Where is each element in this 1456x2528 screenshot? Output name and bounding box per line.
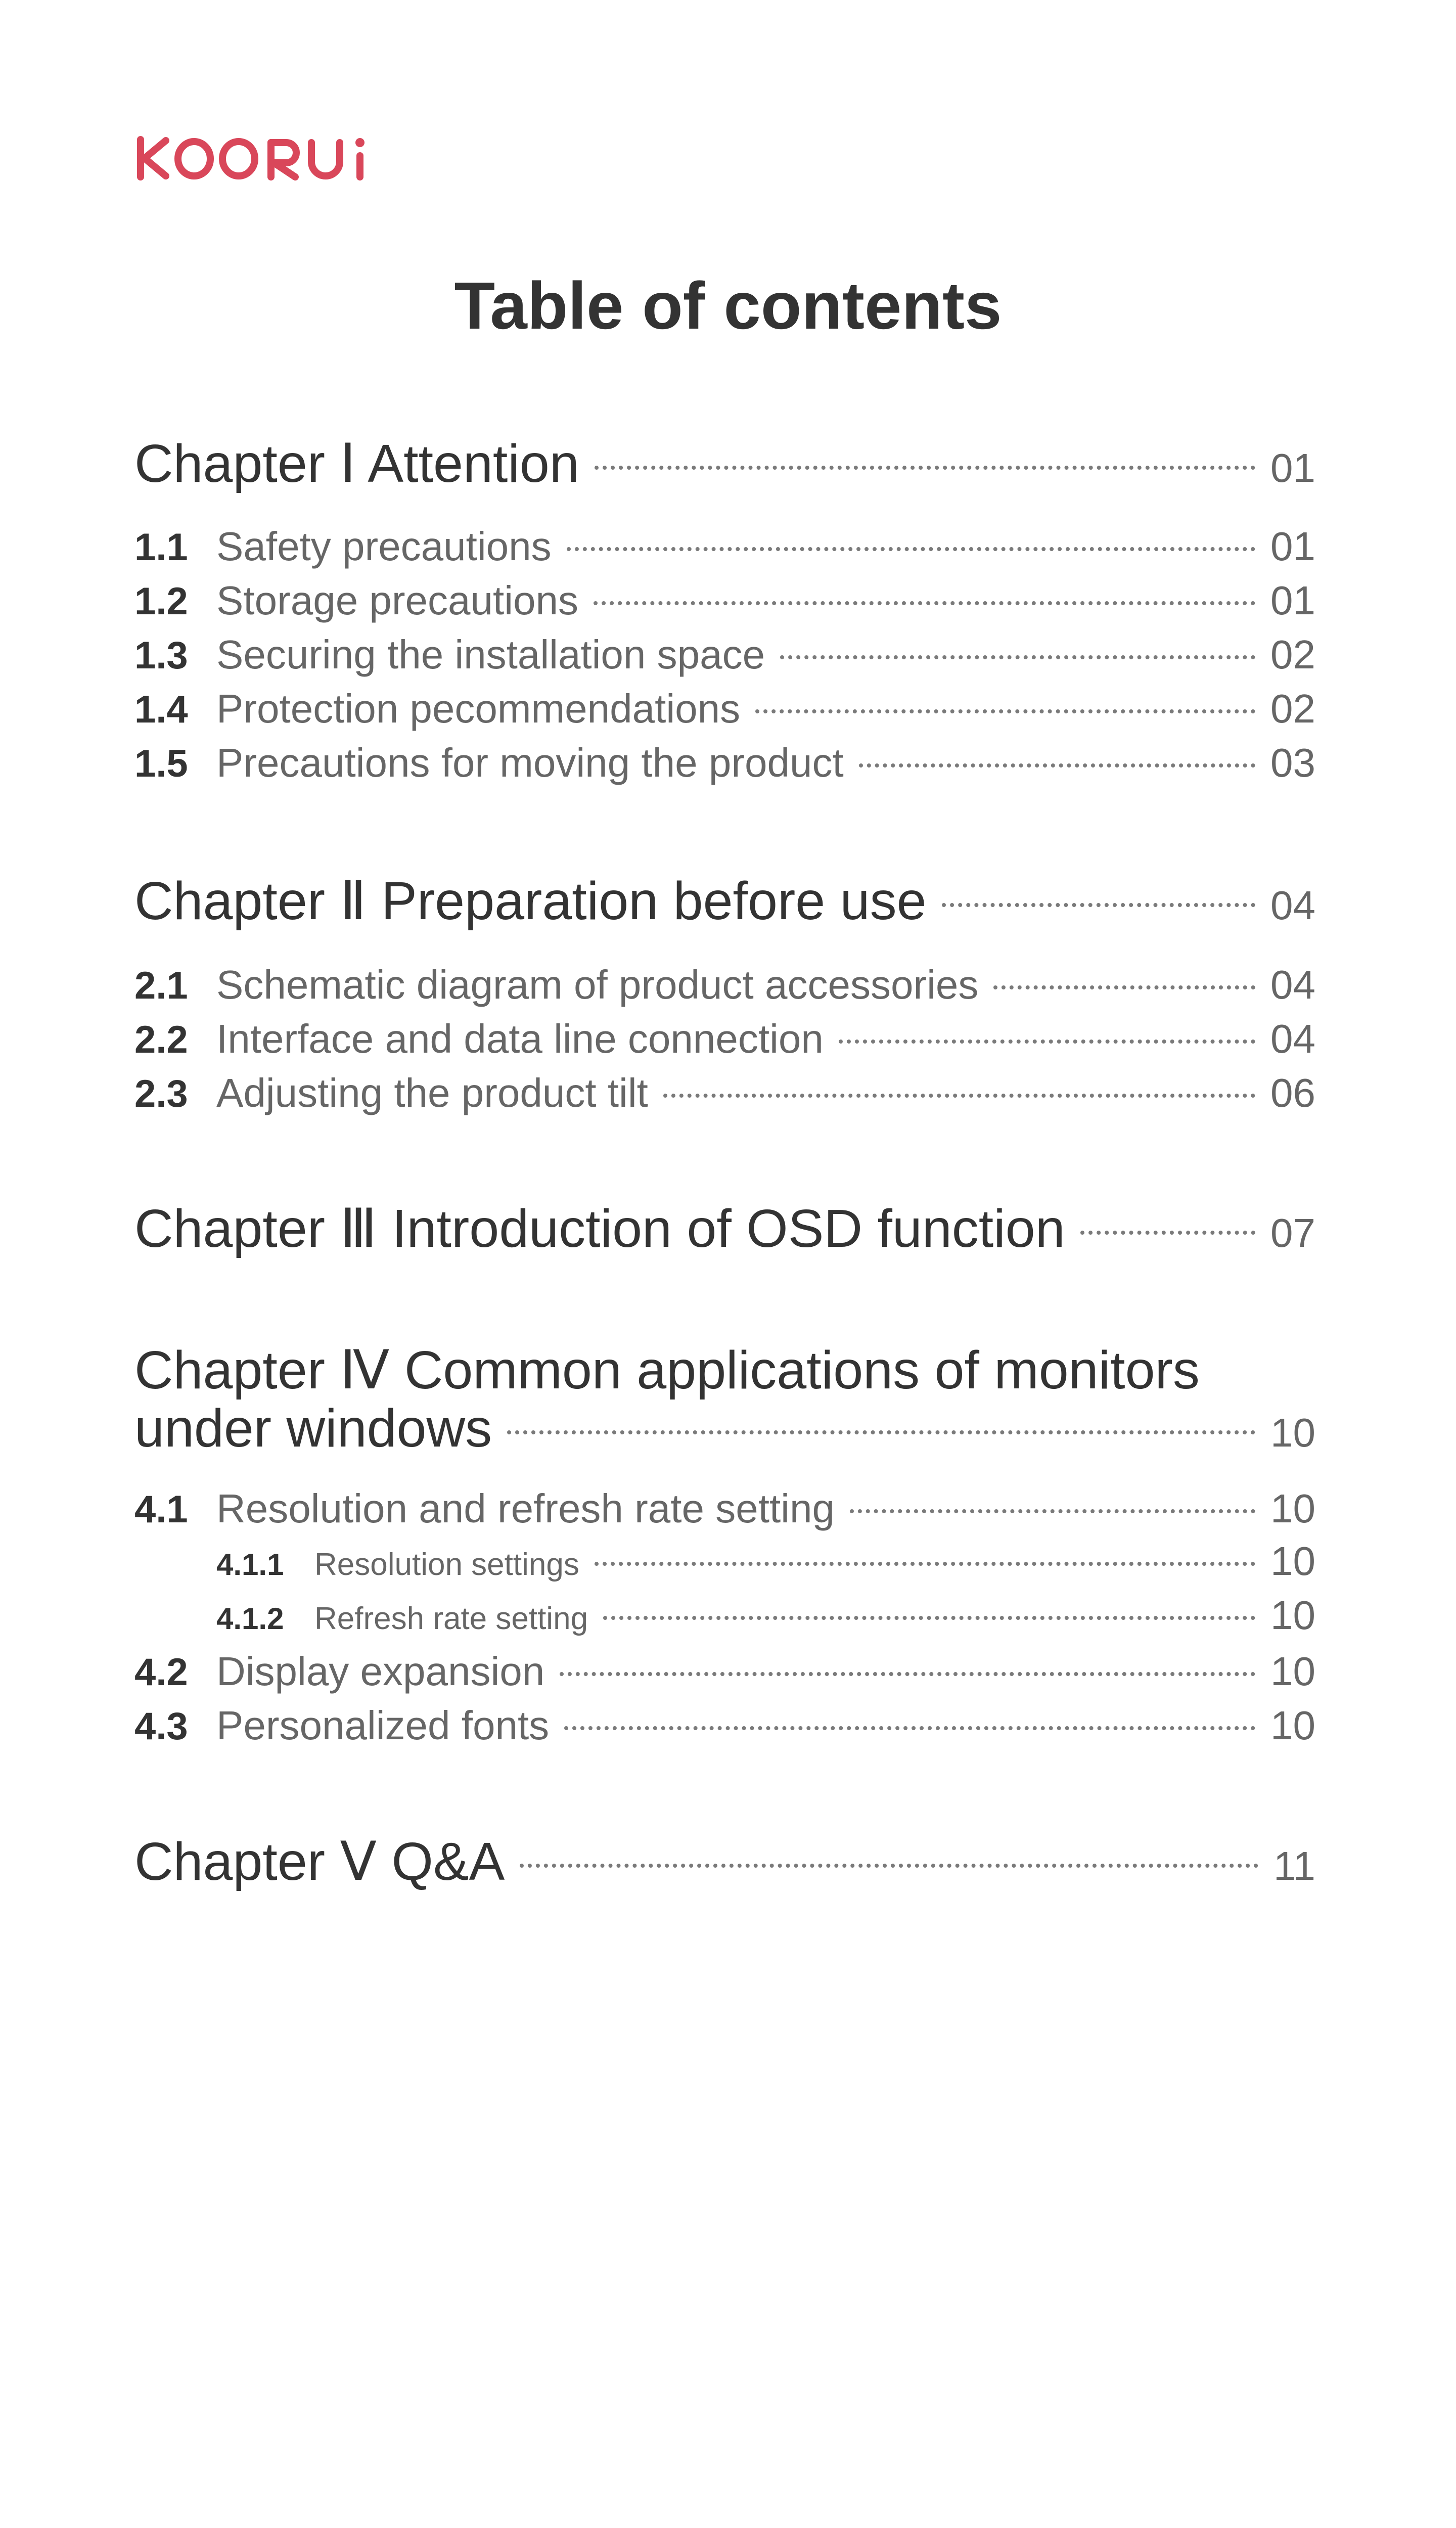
page-number: 10 [1270, 1649, 1315, 1694]
section-title: Adjusting the product tilt [216, 1070, 648, 1115]
page-number: 04 [1270, 1016, 1315, 1061]
page-number: 10 [1270, 1593, 1315, 1638]
page-number: 01 [1270, 524, 1315, 569]
dot-leader [839, 1040, 1255, 1044]
page-number: 10 [1270, 1486, 1315, 1531]
page-number: 01 [1270, 578, 1315, 623]
page-number: 10 [1270, 1410, 1315, 1455]
toc-chapter-5[interactable] [134, 1830, 1315, 1892]
page-number: 04 [1270, 883, 1315, 928]
page-number: 01 [1270, 445, 1315, 490]
section-title: Interface and data line connection [216, 1016, 824, 1061]
section-number: 2.3 [134, 1072, 188, 1115]
dot-leader [564, 1726, 1255, 1730]
toc-section-4-1[interactable] [134, 1485, 1315, 1532]
section-title: Precautions for moving the product [216, 740, 844, 785]
toc-section-1-3[interactable] [134, 631, 1315, 678]
dot-leader [603, 1616, 1255, 1620]
subsection-number: 4.1.2 [216, 1602, 284, 1636]
page-number: 02 [1270, 632, 1315, 677]
section-number: 1.3 [134, 634, 188, 677]
page-number: 07 [1270, 1210, 1315, 1255]
page-number: 02 [1270, 686, 1315, 731]
toc-section-2-1[interactable] [134, 962, 1315, 1008]
dot-leader [560, 1672, 1255, 1676]
brand-logo [134, 136, 382, 181]
section-title: Protection pecommendations [216, 686, 741, 731]
dot-leader [595, 466, 1255, 470]
subsection-title: Refresh rate setting [314, 1601, 588, 1636]
toc-chapter-3[interactable] [134, 1197, 1315, 1259]
dot-leader [663, 1094, 1255, 1098]
dot-leader [780, 655, 1255, 659]
section-number: 4.1 [134, 1488, 188, 1531]
dot-leader [755, 709, 1255, 713]
page-number: 06 [1270, 1070, 1315, 1115]
chapter-title-line-1: Chapter Ⅳ Common applications of monitors [134, 1340, 1200, 1400]
toc-section-1-5[interactable] [134, 740, 1315, 786]
dot-leader [567, 547, 1255, 551]
section-number: 1.5 [134, 742, 188, 785]
section-title: Display expansion [216, 1649, 545, 1694]
dot-leader [594, 601, 1255, 605]
chapter-title: Chapter Ⅰ Attention [134, 434, 579, 493]
section-number: 4.3 [134, 1705, 188, 1748]
section-number: 1.2 [134, 580, 188, 623]
page-number: 04 [1270, 962, 1315, 1007]
section-title: Personalized fonts [216, 1703, 550, 1748]
toc-section-2-2[interactable] [134, 1016, 1315, 1062]
dot-leader [520, 1864, 1258, 1868]
page-number: 03 [1270, 740, 1315, 785]
toc-chapter-4[interactable] [134, 1342, 1315, 1459]
dot-leader [942, 903, 1255, 907]
chapter-title: Chapter Ⅱ Preparation before use [134, 871, 927, 931]
chapter-title-line-2-row [134, 1398, 1315, 1459]
section-number: 4.2 [134, 1651, 188, 1694]
page-title: Table of contents [454, 268, 1002, 343]
section-number: 1.1 [134, 526, 188, 569]
chapter-title-line-2: under windows [134, 1398, 492, 1458]
dot-leader [850, 1509, 1255, 1513]
chapter-title: Chapter Ⅴ Q&A [134, 1832, 505, 1891]
section-number: 2.2 [134, 1018, 188, 1061]
dot-leader [993, 985, 1255, 989]
toc-subsection-4-1-2[interactable] [216, 1592, 1315, 1639]
toc-section-1-1[interactable] [134, 523, 1315, 570]
section-title: Securing the installation space [216, 632, 765, 677]
dot-leader [859, 763, 1255, 768]
toc-section-2-3[interactable] [134, 1070, 1315, 1116]
section-number: 2.1 [134, 964, 188, 1007]
toc-section-1-2[interactable] [134, 577, 1315, 624]
toc-subsection-4-1-1[interactable] [216, 1538, 1315, 1585]
page-number: 10 [1270, 1539, 1315, 1584]
dot-leader [1080, 1231, 1255, 1235]
toc-section-4-2[interactable] [134, 1648, 1315, 1695]
toc-chapter-1[interactable] [134, 432, 1315, 494]
subsection-number: 4.1.1 [216, 1548, 284, 1582]
section-title: Storage precautions [216, 578, 579, 623]
page-number: 10 [1270, 1703, 1315, 1748]
toc-chapter-2[interactable] [134, 870, 1315, 932]
toc-section-4-3[interactable] [134, 1702, 1315, 1749]
dot-leader [507, 1430, 1255, 1434]
section-number: 1.4 [134, 688, 188, 731]
chapter-title: Chapter Ⅲ Introduction of OSD function [134, 1199, 1065, 1258]
section-title: Resolution and refresh rate setting [216, 1486, 835, 1531]
page-number: 11 [1273, 1843, 1315, 1888]
dot-leader [595, 1562, 1255, 1566]
subsection-title: Resolution settings [314, 1547, 579, 1582]
section-title: Schematic diagram of product accessories [216, 962, 979, 1007]
toc-section-1-4[interactable] [134, 686, 1315, 732]
section-title: Safety precautions [216, 524, 552, 569]
